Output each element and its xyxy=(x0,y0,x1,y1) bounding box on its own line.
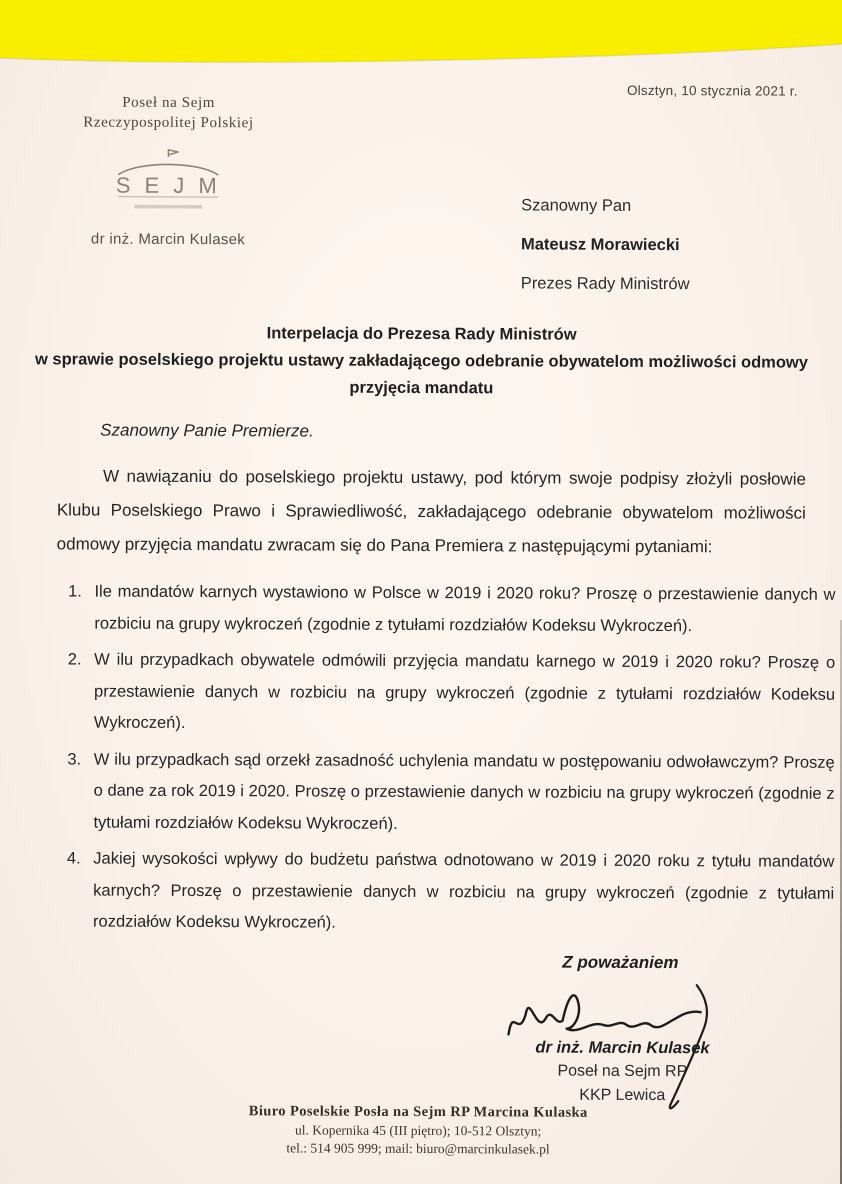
letterhead-deputy-name: dr inż. Marcin Kulasek xyxy=(90,230,246,249)
addressee-line-title: Prezes Rady Ministrów xyxy=(520,274,690,294)
signature-role1: Poseł na Sejm RP xyxy=(557,1062,688,1081)
signature-name: dr inż. Marcin Kulasek xyxy=(535,1038,710,1058)
salutation: Szanowny Panie Premierze. xyxy=(100,420,314,441)
question-item-4: 4. Jakiej wysokości wpływy do budżetu państwa odnotowano w 2019 i 2020 roku z tytułu mandatów karnych? Proszę o przestawienie danych w rozbiciu na grupy wykroczeń (zgodnie z tytułami rozdziałów Kodeksu Wykroczeń). xyxy=(85,844,834,942)
office-footer xyxy=(78,1102,758,1160)
questions-list xyxy=(55,576,836,946)
sejm-logo xyxy=(104,149,232,216)
letter-title-line2: w sprawie poselskiego projektu ustawy zakładającego odebranie obywatelom możliwości odmowy xyxy=(34,350,809,372)
footer-office-name: Biuro Poselskie Posła na Sejm RP Marcina Kulaska xyxy=(248,1103,588,1121)
letterhead xyxy=(59,92,278,248)
addressee-block xyxy=(521,186,690,304)
date-line: Olsztyn, 10 stycznia 2021 r. xyxy=(626,82,798,99)
addressee-line-salutation: Szanowny Pan xyxy=(521,196,632,215)
letter-title xyxy=(0,319,842,404)
question-item-2: 2. W ilu przypadkach obywatele odmówili przyjęcia mandatu karnego w 2019 i 2020 roku? Proszę o przestawienie danych w rozbiciu na grupy wykroczeń (zgodnie z tytułami rozdziałów Kodeksu Wykroczeń). xyxy=(86,645,835,743)
footer-contact: tel.: 514 905 999; mail: biuro@marcinkulasek.pl xyxy=(286,1140,550,1157)
logo-wordmark: S E J M xyxy=(115,172,221,199)
closing-phrase: Z poważaniem xyxy=(562,952,679,973)
addressee-line-name: Mateusz Morawiecki xyxy=(520,235,680,255)
letter-title-line3: przyjęcia mandatu xyxy=(349,378,494,398)
letterhead-line1: Poseł na Sejm xyxy=(122,94,216,112)
footer-address: ul. Kopernika 45 (III piętro); 10-512 Olsztyn; xyxy=(294,1122,542,1139)
letterhead-line2: Rzeczypospolitej Polskiej xyxy=(83,114,254,132)
intro-paragraph: W nawiązaniu do poselskiego projektu ustawy, pod którym swoje podpisy złożyli posłowie Klubu Poselskiego Prawo i Sprawiedliwość, zakładającego odebranie obywatelom możliwości odmowy przyjęcia mandatu zwracam się do Pana Premiera z następującymi pytaniami: xyxy=(56,466,807,557)
logo-flag-icon xyxy=(168,150,178,157)
question-item-3: 3. W ilu przypadkach sąd orzekł zasadność uchylenia mandatu w postępowaniu odwoławczym? Proszę o dane za rok 2019 i 2020. Proszę o przestawienie danych w rozbiciu na grupy wykroczeń (zgodnie z tytułami rozdziałów Kodeksu Wykroczeń). xyxy=(85,744,834,842)
question-item-1: 1. Ile mandatów karnych wystawiono w Polsce w 2019 i 2020 roku? Proszę o przestawienie danych w rozbiciu na grupy wykroczeń (zgodnie z tytułami rozdziałów Kodeksu Wykroczeń). xyxy=(86,577,835,643)
signature-role2: KKP Lewica xyxy=(579,1086,666,1105)
letter-title-line1: Interpelacja do Prezesa Rady Ministrów xyxy=(266,324,577,344)
logo-microtext-line xyxy=(134,205,202,209)
